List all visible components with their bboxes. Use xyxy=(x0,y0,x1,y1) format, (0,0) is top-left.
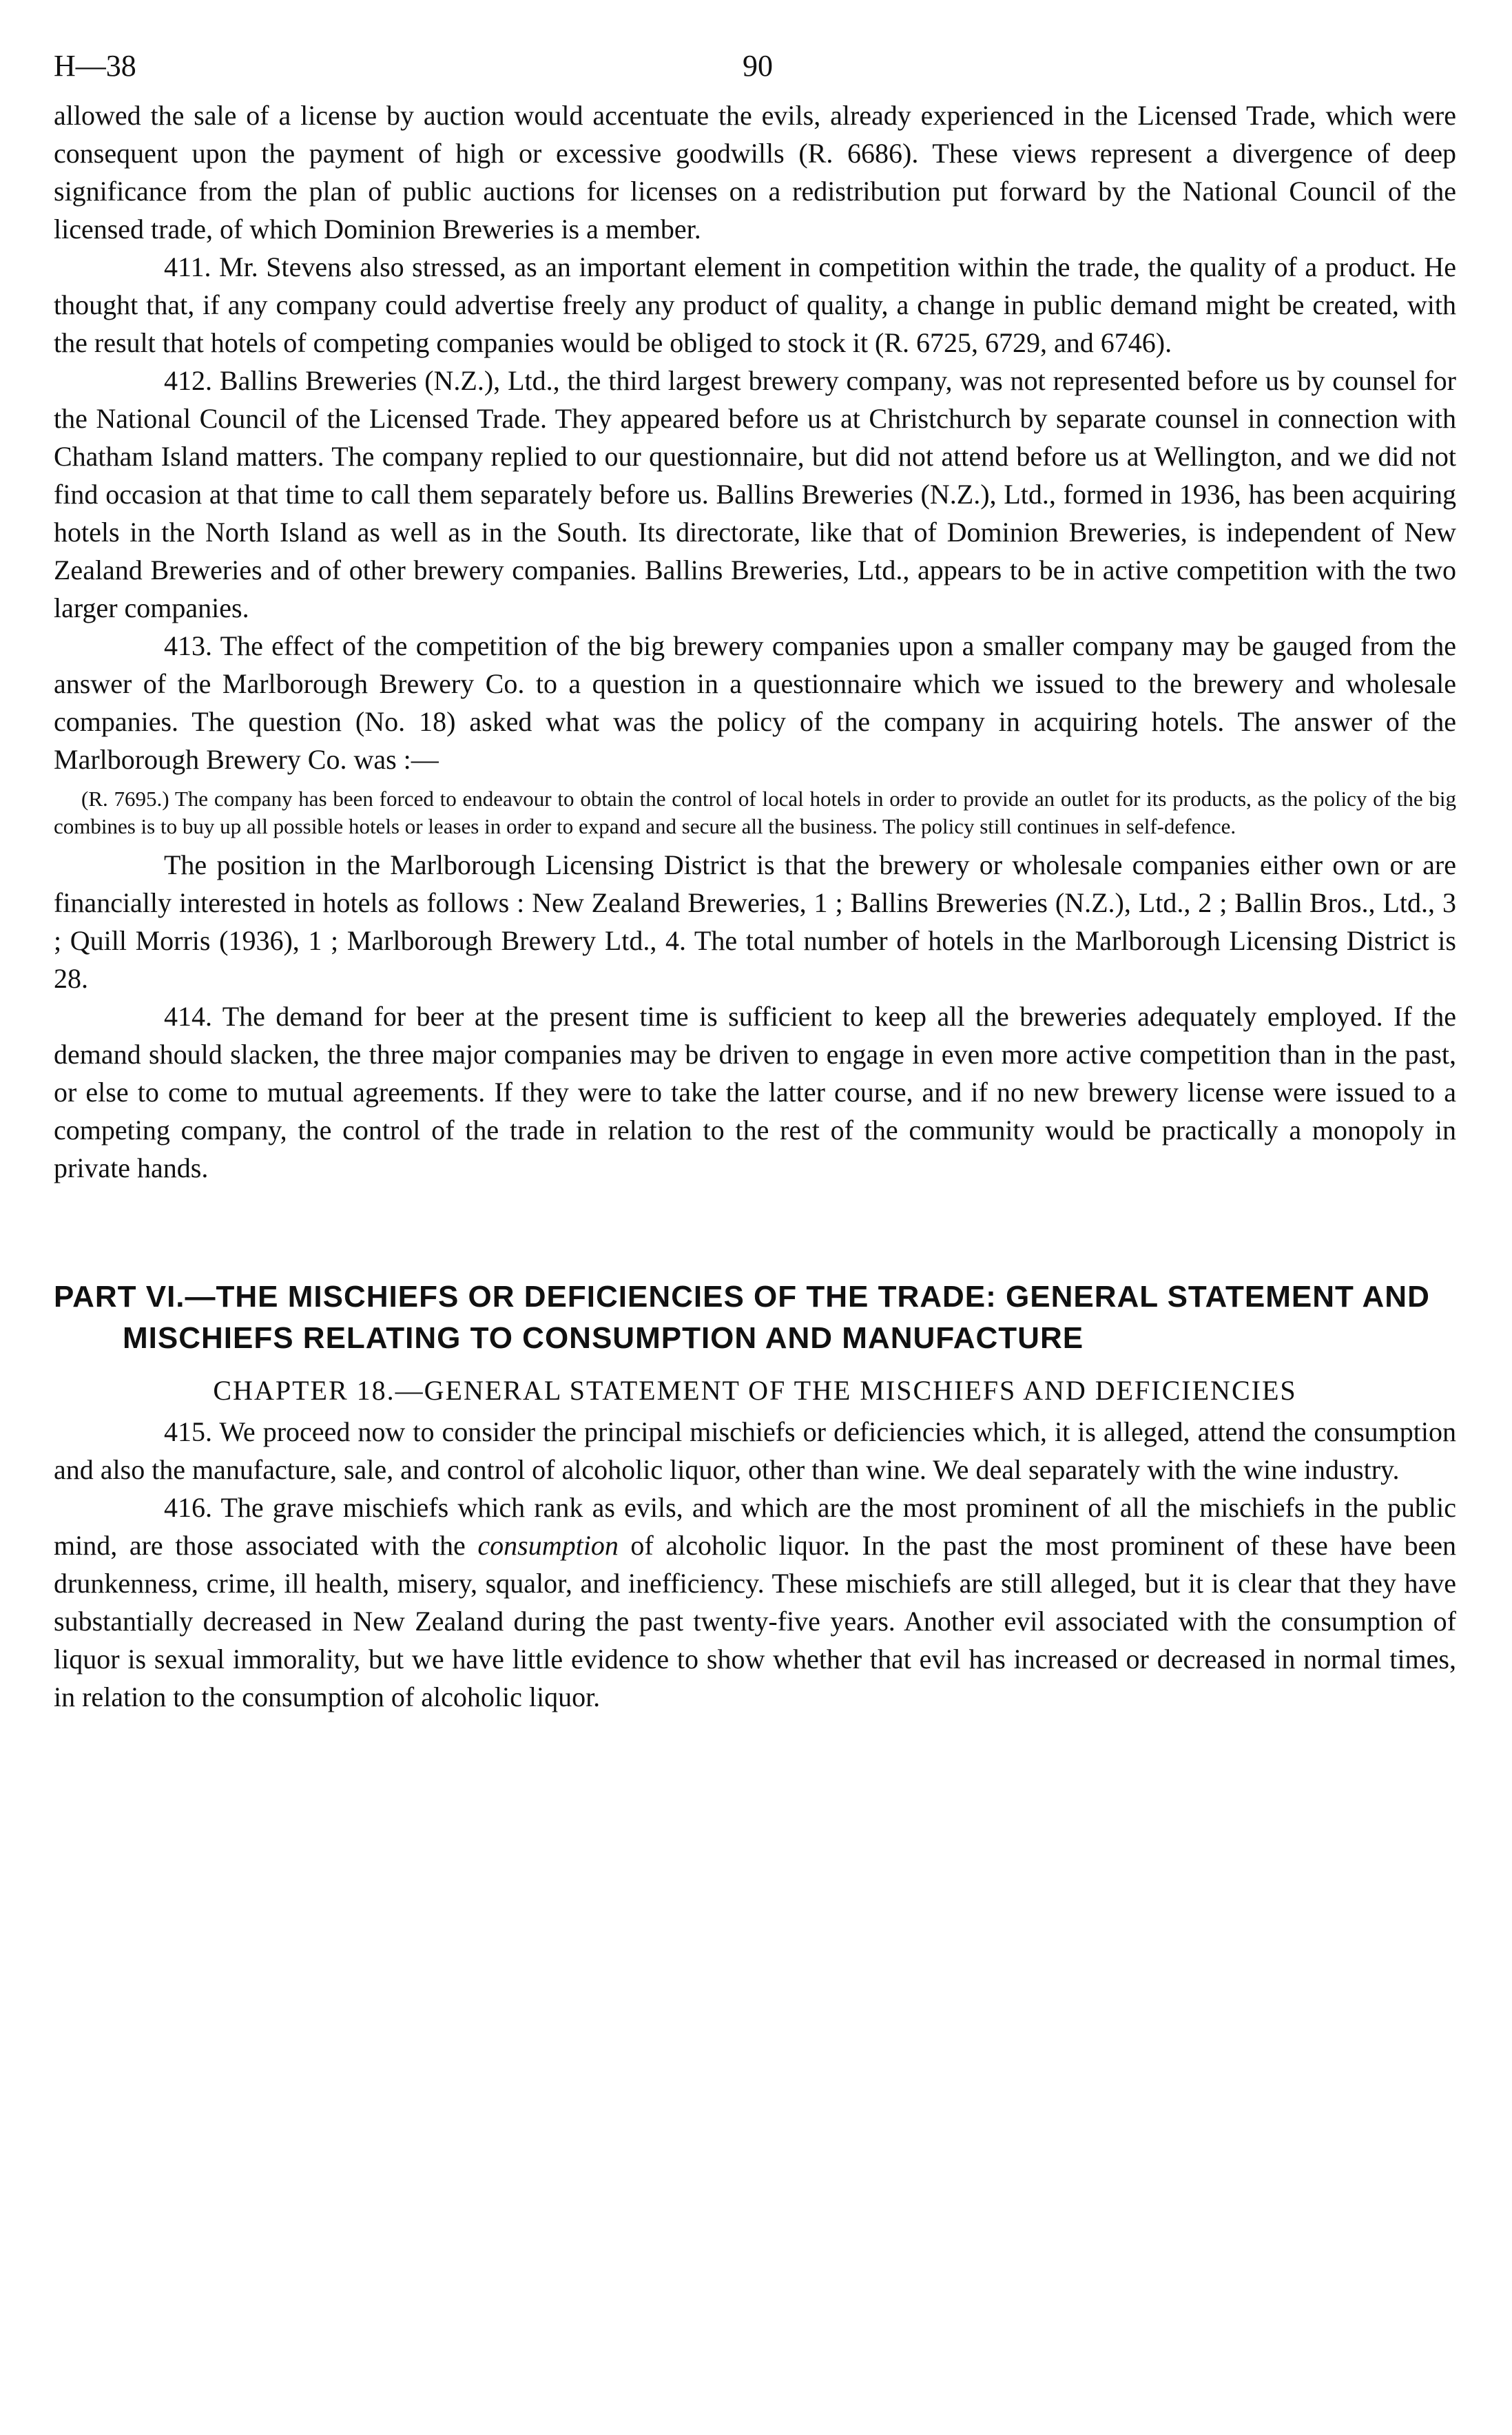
paragraph-414: 414. The demand for beer at the present time is sufficient to keep all the breweries adequately employed. If the demand should slacken, the three major companies may be driven to engage in even more active competition than in the past, or else to come to mutual agreements. If they were to take the latter course, and if no new brewery license were issued to a competing company, the control of the trade in relation to the rest of the community would be practically a monopoly in private hands. xyxy=(54,1001,1456,1183)
paragraph-416-text-start: 416. The grave mischiefs which rank as evils, and which are the most prominent of all the mischiefs in the public mind, are those associated with the xyxy=(54,1492,1456,1561)
part-heading: PART VI.—THE MISCHIEFS OR DEFICIENCIES OF THE TRADE: GENERAL STATEMENT AND MISCHIEFS RELATING TO CONSUMPTION AND MANUFACTURE xyxy=(54,1280,1430,1355)
emphasis-consumption: consumption xyxy=(477,1530,619,1561)
document-reference: H—38 xyxy=(54,49,136,83)
paragraph-412: 412. Ballins Breweries (N.Z.), Ltd., the third largest brewery company, was not represented before us by counsel for the National Council of the Licensed Trade. They appeared before us at Christchurch by separate counsel in connection with Chatham Island matters. The company replied to our questionnaire, but did not attend before us at Wellington, and we did not find occasion at that time to call them separately before us. Ballins Breweries (N.Z.), Ltd., formed in 1936, has been acquiring hotels in the North Island as well as in the South. Its directorate, like that of Dominion Breweries, is independent of New Zealand Breweries and of other brewery companies. Ballins Breweries, Ltd., appears to be in active competition with the two larger companies. xyxy=(54,365,1456,623)
paragraph-413-continued: The position in the Marlborough Licensing District is that the brewery or wholesale companies either own or are financially interested in hotels as follows : New Zealand Breweries, 1 ; Ballins Breweries (N.Z.), Ltd., 2 ; Ballin Bros., Ltd., 3 ; Quill Morris (1936), 1 ; Marlborough Brewery Ltd., 4. The total number of hotels in the Marlborough Licensing District is 28. xyxy=(54,849,1456,994)
paragraph-411: 411. Mr. Stevens also stressed, as an important element in competition within the trade, the quality of a product. He thought that, if any company could advertise freely any product of quality, a change in public demand might be created, with the result that hotels of competing companies would be obliged to stock it (R. 6725, 6729, and 6746). xyxy=(54,251,1456,358)
chapter-heading: CHAPTER 18.—GENERAL STATEMENT OF THE MISCHIEFS AND DEFICIENCIES xyxy=(213,1375,1297,1406)
paragraph-416-text-end: of alcoholic liquor. In the past the most prominent of these have been drunkenness, crime, ill health, misery, squalor, and inefficiency. These mischiefs are still alleged, but it is clear that they have substantially decreased in New Zealand during the past twenty-five years. Another evil associated with the consumption of liquor is sexual immorality, but we have little evidence to show whether that evil has increased or decreased in normal times, in relation to the consumption of alcoholic liquor. xyxy=(54,1530,1457,1712)
paragraph-416 xyxy=(54,1489,1456,1716)
paragraph-continued: allowed the sale of a license by auction would accentuate the evils, already experienced in the Licensed Trade, which were consequent upon the payment of high or excessive goodwills (R. 6686). These views represent a divergence of deep significance from the plan of public auctions for licenses on a redistribution put forward by the National Council of the licensed trade, of which Dominion Breweries is a member. xyxy=(54,100,1456,245)
quoted-answer: (R. 7695.) The company has been forced to endeavour to obtain the control of local hotels in order to provide an outlet for its products, as the policy of the big combines is to buy up all possible hotels or leases in order to expand and secure all the business. The policy still continues in self-defence. xyxy=(54,787,1456,838)
document-page xyxy=(54,48,1456,1716)
page-number: 90 xyxy=(743,49,773,83)
paragraph-413: 413. The effect of the competition of the big brewery companies upon a smaller company may be gauged from the answer of the Marlborough Brewery Co. to a question in a questionnaire which we issued to the brewery and wholesale companies. The question (No. 18) asked what was the policy of the company in acquiring hotels. The answer of the Marlborough Brewery Co. was :— xyxy=(54,630,1456,775)
running-header xyxy=(54,48,1456,96)
paragraph-415: 415. We proceed now to consider the principal mischiefs or deficiencies which, it is alleged, attend the consumption and also the manufacture, sale, and control of alcoholic liquor, other than wine. We deal separately with the wine industry. xyxy=(54,1416,1456,1485)
